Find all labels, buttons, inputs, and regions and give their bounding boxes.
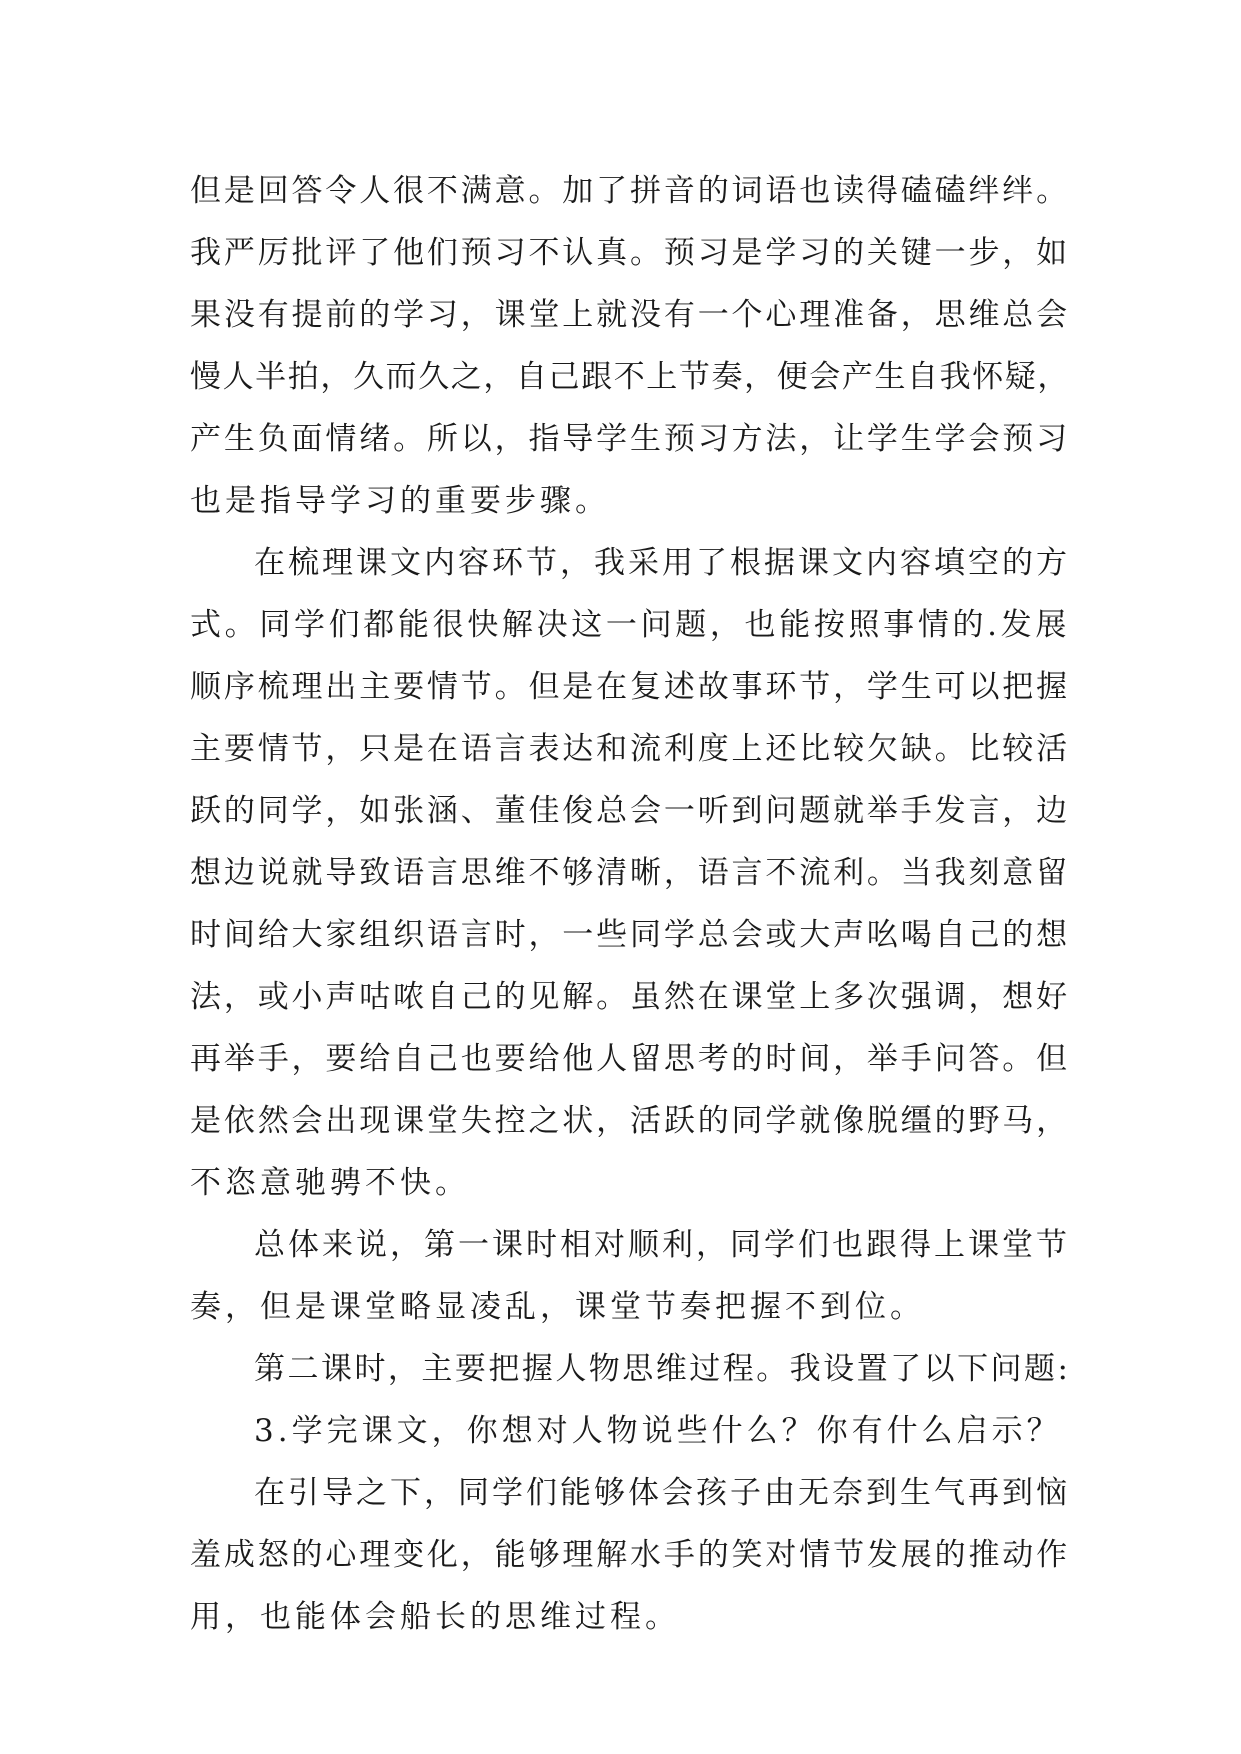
text-line: 时间给大家组织语言时，一些同学总会或大声吆喝自己的想	[190, 917, 1070, 953]
text-line: 产生负面情绪。所以，指导学生预习方法，让学生学会预习	[190, 421, 1070, 457]
text-line: 总体来说，第一课时相对顺利，同学们也跟得上课堂节	[254, 1227, 1070, 1263]
text-line: 不恣意驰骋不快。	[190, 1165, 470, 1201]
text-line: 慢人半拍，久而久之，自己跟不上节奏，便会产生自我怀疑，	[190, 359, 1070, 395]
text-line: 我严厉批评了他们预习不认真。预习是学习的关键一步，如	[190, 235, 1070, 271]
document-body	[190, 160, 1070, 1648]
text-line: 奏，但是课堂略显凌乱，课堂节奏把握不到位。	[190, 1289, 925, 1325]
text-line: 用，也能体会船长的思维过程。	[190, 1599, 680, 1635]
text-line: 3.学完课文，你想对人物说些什么？你有什么启示？	[254, 1413, 1062, 1449]
text-line: 主要情节，只是在语言表达和流利度上还比较欠缺。比较活	[190, 731, 1070, 767]
text-line: 但是回答令人很不满意。加了拼音的词语也读得磕磕绊绊。	[190, 173, 1070, 209]
text-line: 羞成怒的心理变化，能够理解水手的笑对情节发展的推动作	[190, 1537, 1070, 1573]
text-line: 想边说就导致语言思维不够清晰，语言不流利。当我刻意留	[190, 855, 1070, 891]
text-line: 第二课时，主要把握人物思维过程。我设置了以下问题:	[254, 1351, 1071, 1387]
text-line: 在引导之下，同学们能够体会孩子由无奈到生气再到恼	[254, 1475, 1070, 1511]
text-line: 也是指导学习的重要步骤。	[190, 483, 610, 519]
text-line: 在梳理课文内容环节，我采用了根据课文内容填空的方	[254, 545, 1070, 581]
text-line: 果没有提前的学习，课堂上就没有一个心理准备，思维总会	[190, 297, 1070, 333]
text-line: 再举手，要给自己也要给他人留思考的时间，举手问答。但	[190, 1041, 1070, 1077]
text-line: 式。同学们都能很快解决这一问题，也能按照事情的.发展	[190, 607, 1070, 643]
text-line: 法，或小声咕哝自己的见解。虽然在课堂上多次强调，想好	[190, 979, 1070, 1015]
text-line: 跃的同学，如张涵、董佳俊总会一听到问题就举手发言，边	[190, 793, 1070, 829]
text-line: 顺序梳理出主要情节。但是在复述故事环节，学生可以把握	[190, 669, 1070, 705]
text-line: 是依然会出现课堂失控之状，活跃的同学就像脱缰的野马，	[190, 1103, 1070, 1139]
